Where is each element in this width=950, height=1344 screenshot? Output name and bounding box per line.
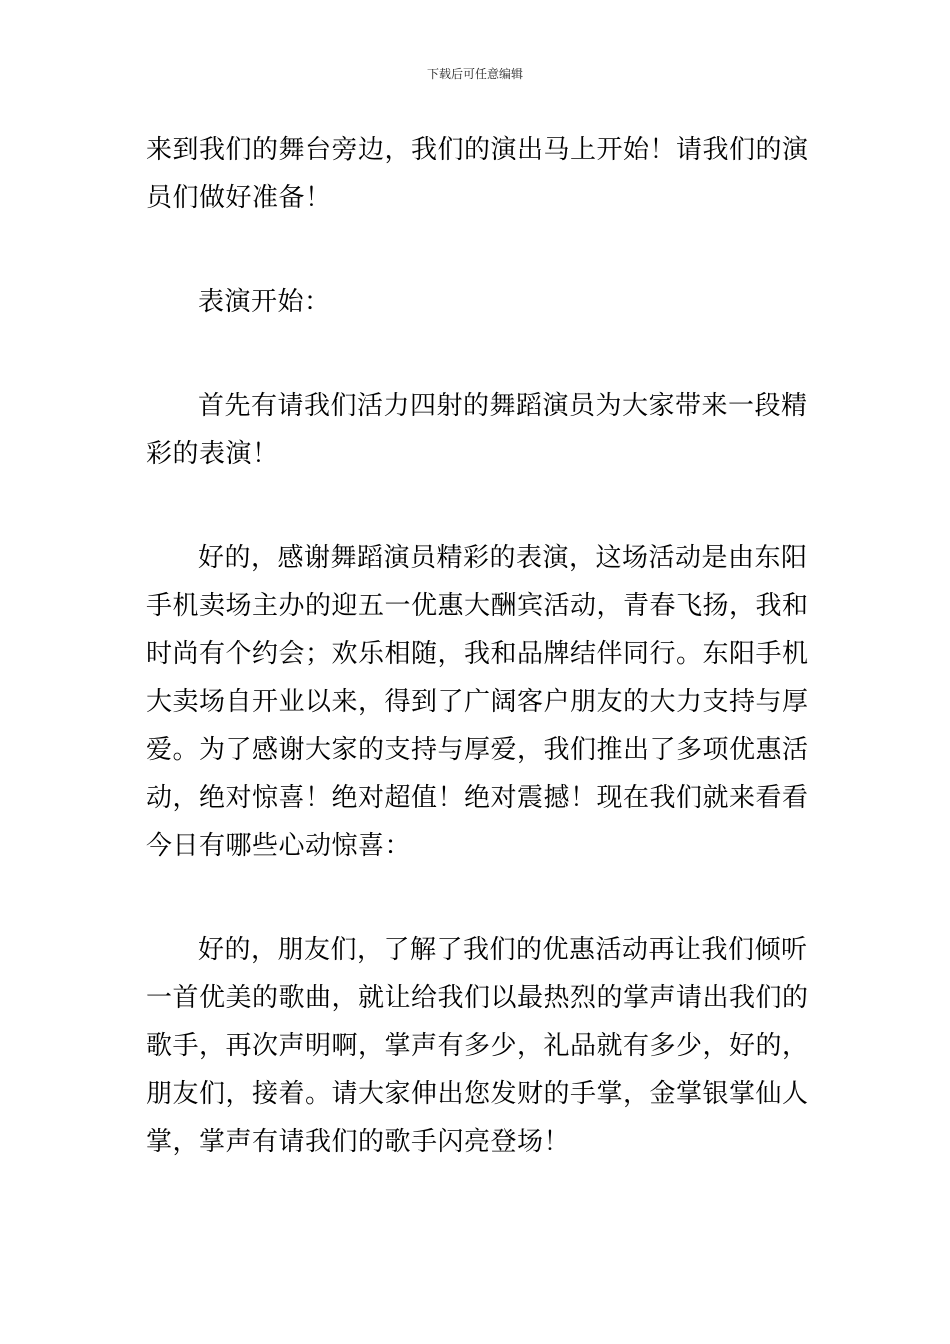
text-line: 时尚有个约会；欢乐相随，我和品牌结伴同行。东阳手机 — [146, 639, 809, 669]
page-header: 下载后可任意编辑 — [426, 67, 523, 81]
paragraph-gap — [146, 326, 811, 382]
paragraph-gap — [146, 478, 811, 534]
paragraph-dance-intro — [146, 382, 811, 478]
text-line: 来到我们的舞台旁边，我们的演出马上开始！请我们的演 — [146, 135, 809, 165]
text-line: 好的，感谢舞蹈演员精彩的表演，这场活动是由东阳 — [198, 543, 808, 573]
text-line: 好的，朋友们，了解了我们的优惠活动再让我们倾听 — [198, 935, 808, 965]
paragraph-gap — [146, 222, 811, 278]
paragraph-stage-intro — [146, 126, 811, 222]
text-line: 动，绝对惊喜！绝对超值！绝对震撼！现在我们就来看看 — [146, 783, 809, 813]
text-line: 爱。为了感谢大家的支持与厚爱，我们推出了多项优惠活 — [146, 735, 809, 765]
text-line: 员们做好准备！ — [146, 183, 332, 213]
paragraph-promotion — [146, 534, 811, 870]
paragraph-singer-intro — [146, 926, 811, 1166]
text-line: 掌，掌声有请我们的歌手闪亮登场！ — [146, 1127, 571, 1157]
text-line: 彩的表演！ — [146, 439, 279, 469]
text-line: 首先有请我们活力四射的舞蹈演员为大家带来一段精 — [198, 391, 808, 421]
paragraph-performance-start — [146, 278, 811, 326]
text-line: 歌手，再次声明啊，掌声有多少，礼品就有多少，好的， — [146, 1031, 809, 1061]
text-line: 大卖场自开业以来，得到了广阔客户朋友的大力支持与厚 — [146, 687, 809, 717]
text-line: 今日有哪些心动惊喜： — [146, 831, 412, 861]
text-line: 表演开始： — [198, 287, 331, 317]
text-line: 手机卖场主办的迎五一优惠大酬宾活动，青春飞扬，我和 — [146, 591, 809, 621]
text-line: 朋友们，接着。请大家伸出您发财的手掌，金掌银掌仙人 — [146, 1079, 809, 1109]
paragraph-gap — [146, 870, 811, 926]
document-body — [146, 126, 811, 1166]
text-line: 一首优美的歌曲，就让给我们以最热烈的掌声请出我们的 — [146, 983, 809, 1013]
